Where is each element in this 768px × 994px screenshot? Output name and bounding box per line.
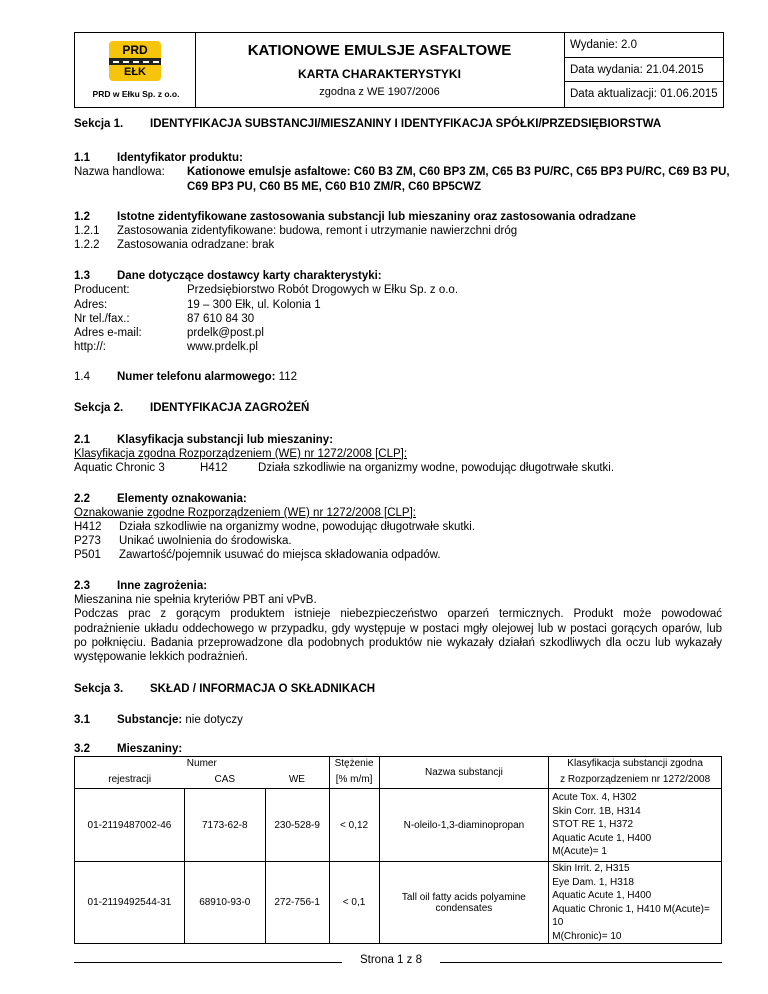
update-date: Data aktualizacji: 01.06.2015 (570, 88, 718, 100)
logo-text-bottom: EŁK (124, 66, 146, 78)
h412-text: Działa szkodliwie na organizmy wodne, powodując długotrwałe skutki. (119, 521, 476, 533)
issue-date: Data wydania: 21.04.2015 (565, 58, 724, 82)
trade-name-line-2: C69 BP3 PU, C60 B5 ME, C60 B10 ZM/R, C60 BP5CWZ (187, 181, 481, 193)
logo-road-icon (109, 58, 161, 65)
p273-text: Unikać uwolnienia do środowiska. (119, 535, 292, 547)
producer-label: Producent: (74, 284, 130, 296)
other-hazards-line-3: podrażnienie układu oddechowego w przypadku, gdy występuje w postaci mgły olejowej lub w postaci gorących oparów, lub (74, 623, 722, 635)
r2-cls-4: Aquatic Chronic 1, H410 M(Acute)= 10 (552, 903, 710, 928)
section-2-label: Sekcja 2. (74, 402, 124, 414)
section-3-title: SKŁAD / INFORMACJA O SKŁADNIKACH (150, 683, 376, 695)
other-hazards-line-5: występowanie lekkich podrażnień. (74, 651, 248, 663)
r2-concentration: < 0,1 (329, 862, 379, 944)
r2-cls-1: Skin Irrit. 2, H315 (552, 863, 630, 874)
edition: Wydanie: 2.0 (565, 33, 724, 58)
r1-cls-2: Skin Corr. 1B, H314 (552, 805, 641, 817)
identified-uses: Zastosowania zidentyfikowane: budowa, remont i utrzymanie nawierzchni dróg (117, 225, 518, 237)
p501-code: P501 (74, 549, 101, 561)
th-conc-1: Stężenie (329, 757, 379, 771)
r2-cls-3: Aquatic Acute 1, H400 (552, 890, 652, 901)
emergency-phone-value: 112 (278, 371, 298, 383)
r1-registration: 01-2119487002-46 (75, 789, 185, 862)
section-2-title: IDENTYFIKACJA ZAGROŻEŃ (150, 402, 310, 414)
prd-logo (109, 41, 161, 81)
heading-3-2: Mieszaniny: (117, 743, 183, 755)
th-name: Nazwa substancji (379, 757, 549, 789)
http-value: www.prdelk.pl (187, 341, 258, 353)
r1-we: 230-528-9 (265, 789, 329, 862)
uses-advised-against: Zastosowania odradzane: brak (117, 239, 275, 251)
th-conc-2: [% m/m] (329, 771, 379, 789)
heading-2-2: Elementy oznakowania: (117, 493, 247, 505)
other-hazards-line-2: Podczas prac z gorącym produktem istnieje niebezpieczeństwo oparzeń termicznych. Produkt może powodować (74, 608, 722, 620)
emergency-phone-label: Numer telefonu alarmowego: (117, 371, 276, 383)
footer-rule-right (440, 962, 722, 963)
num-1-2: 1.2 (74, 211, 90, 223)
num-1-3: 1.3 (74, 270, 90, 282)
logo-text-top: PRD (122, 43, 148, 57)
document-subtitle: KARTA CHARAKTERYSTYKI (298, 67, 461, 81)
th-number: Numer (75, 757, 330, 771)
page-number: Strona 1 z 8 (359, 954, 422, 966)
tel-value: 87 610 84 30 (187, 313, 255, 325)
th-we: WE (265, 771, 329, 789)
address-value: 19 – 300 Ełk, ul. Kolonia 1 (187, 299, 321, 311)
table-row (75, 789, 722, 862)
document-title: KATIONOWE EMULSJE ASFALTOWE (247, 42, 512, 59)
r2-name-1: Tall oil fatty acids polyamine (401, 891, 526, 903)
regulation-note: zgodna z WE 1907/2006 (319, 86, 440, 98)
r2-cls-5: M(Chronic)= 10 (552, 930, 622, 942)
r2-name (379, 862, 549, 944)
substances-value: nie dotyczy (185, 714, 243, 726)
section-3-label: Sekcja 3. (74, 683, 124, 695)
tel-label: Nr tel./fax.: (74, 313, 130, 325)
th-registration: rejestracji (75, 771, 185, 789)
other-hazards-line-1: Mieszanina nie spełnia kryteriów PBT ani vPvB. (74, 594, 317, 606)
emergency-phone (117, 371, 297, 383)
num-3-2: 3.2 (74, 743, 90, 755)
r2-we: 272-756-1 (265, 862, 329, 944)
th-cls-1: Klasyfikacja substancji zgodna (549, 757, 722, 771)
clp-labelling-note: Oznakowanie zgodne Rozporządzeniem (WE) nr 1272/2008 [CLP]: (74, 507, 416, 519)
footer-rule-left (74, 962, 342, 963)
r1-name: N-oleilo-1,3-diaminopropan (379, 789, 549, 862)
r2-name-2: condensates (435, 902, 493, 914)
classification-code: H412 (200, 462, 228, 474)
table-header-row-1 (75, 757, 722, 771)
company-name: PRD w Ełku Sp. z o.o. (92, 89, 180, 99)
p501-text: Zawartość/pojemnik usuwać do miejsca składowania odpadów. (119, 549, 441, 561)
heading-1-3: Dane dotyczące dostawcy karty charakterystyki: (117, 270, 382, 282)
http-label: http://: (74, 341, 106, 353)
classification-class: Aquatic Chronic 3 (74, 462, 165, 474)
section-1-label: Sekcja 1. (74, 118, 124, 130)
r1-cas: 7173-62-8 (184, 789, 265, 862)
section-1-title: IDENTYFIKACJA SUBSTANCJI/MIESZANINY I IDENTYFIKACJA SPÓŁKI/PRZEDSIĘBIORSTWA (150, 118, 662, 130)
composition-table (74, 756, 722, 944)
producer-value: Przedsiębiorstwo Robót Drogowych w Ełku Sp. z o.o. (187, 284, 459, 296)
r2-registration: 01-2119492544-31 (75, 862, 185, 944)
heading-2-3: Inne zagrożenia: (117, 580, 208, 592)
logo-cell (75, 33, 196, 107)
trade-name-line-1: Kationowe emulsje asfaltowe: C60 B3 ZM, C60 BP3 ZM, C65 B3 PU/RC, C65 BP3 PU/RC, C69 B3 PU, (187, 166, 730, 178)
h412-code: H412 (74, 521, 102, 533)
num-1-1: 1.1 (74, 152, 90, 164)
num-2-3: 2.3 (74, 580, 90, 592)
email-label: Adres e-mail: (74, 327, 142, 339)
r1-cls-5: M(Acute)= 1 (552, 846, 607, 858)
table-row (75, 862, 722, 944)
address-label: Adres: (74, 299, 108, 311)
r1-concentration: < 0,12 (329, 789, 379, 862)
num-1-4: 1.4 (74, 371, 90, 383)
r2-cls-2: Eye Dam. 1, H318 (552, 876, 634, 888)
p273-code: P273 (74, 535, 101, 547)
other-hazards-line-4: po połknięciu. Badania przeprowadzone dla podobnych produktów nie wykazały działań szkodliwych dla oczu lub wykazały (74, 637, 722, 649)
th-cas: CAS (184, 771, 265, 789)
heading-1-1: Identyfikator produktu: (117, 152, 243, 164)
r2-classification (549, 862, 722, 944)
substances-label: Substancje: (117, 714, 183, 726)
classification-text: Działa szkodliwie na organizmy wodne, powodując długotrwałe skutki. (258, 462, 615, 474)
email-value: prdelk@post.pl (187, 327, 264, 339)
trade-name-label: Nazwa handlowa: (74, 166, 165, 178)
clp-classification-note: Klasyfikacja zgodna Rozporządzeniem (WE) nr 1272/2008 [CLP]: (74, 448, 408, 460)
r1-cls-3: STOT RE 1, H372 (552, 819, 634, 831)
edition-cell (564, 33, 724, 107)
heading-1-2: Istotne zidentyfikowane zastosowania substancji lub mieszaniny oraz zastosowania odradzane (117, 211, 636, 223)
r1-classification (549, 789, 722, 862)
substances (117, 714, 243, 726)
num-1-2-2: 1.2.2 (74, 239, 100, 251)
num-1-2-1: 1.2.1 (74, 225, 100, 237)
num-2-2: 2.2 (74, 493, 90, 505)
heading-2-1: Klasyfikacja substancji lub mieszaniny: (117, 434, 334, 446)
document-header (74, 32, 724, 108)
r1-cls-1: Acute Tox. 4, H302 (552, 792, 637, 804)
num-2-1: 2.1 (74, 434, 90, 446)
th-cls-2: z Rozporządzeniem nr 1272/2008 (549, 771, 722, 789)
r1-cls-4: Aquatic Acute 1, H400 (552, 832, 652, 844)
num-3-1: 3.1 (74, 714, 90, 726)
r2-cas: 68910-93-0 (184, 862, 265, 944)
